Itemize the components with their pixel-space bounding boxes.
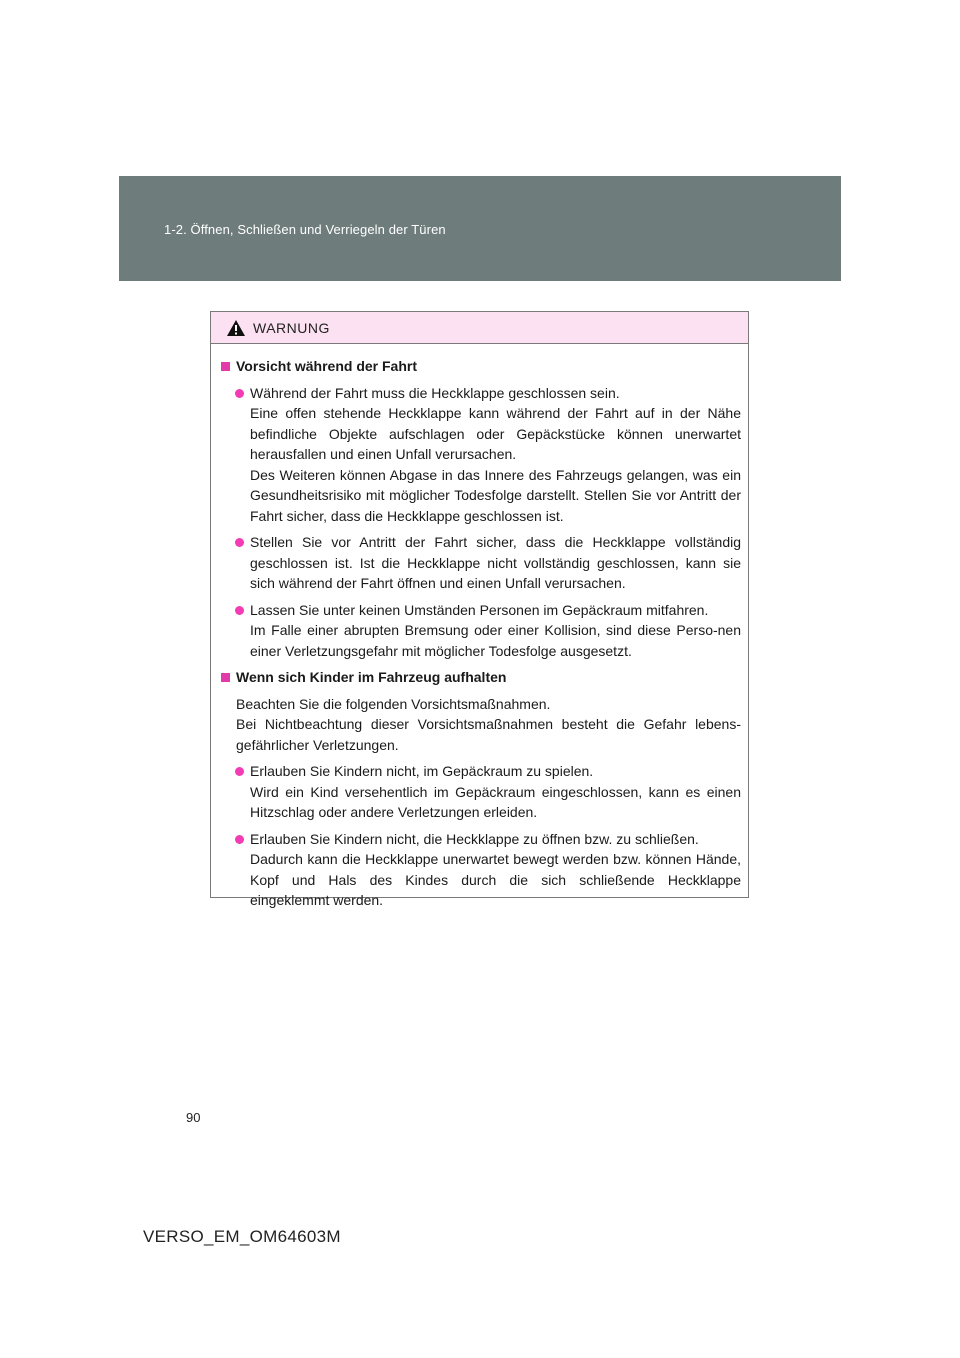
paragraph: Während der Fahrt muss die Heckklappe geschlossen sein. xyxy=(250,384,620,401)
page-number: 90 xyxy=(186,1110,201,1125)
paragraph: Bei Nichtbeachtung dieser Vorsichtsmaßnahmen besteht die Gefahr lebens-gefährlicher Verletzungen. xyxy=(236,716,741,753)
chapter-header xyxy=(119,176,841,281)
paragraph: Des Weiteren können Abgase in das Innere des Fahrzeugs gelangen, was ein Gesundheitsrisiko mit möglicher Todesfolge darstellt. Stellen Sie vor Antritt der Fahrt sicher, dass die Heckklappe geschlossen ist. xyxy=(250,466,741,524)
paragraph: Dadurch kann die Heckklappe unerwartet bewegt werden bzw. können Hände, Kopf und Hals des Kindes durch die sich schließende Heckklappe eingeklemmt werden. xyxy=(250,851,741,908)
list-item xyxy=(235,829,741,911)
square-bullet-icon xyxy=(221,673,230,682)
paragraph: Stellen Sie vor Antritt der Fahrt sicher, dass die Heckklappe vollständig geschlossen ist. Ist die Heckklappe nicht vollständig geschlossen, kann sie sich während der Fahrt öffnen und einen Unfall verursachen. xyxy=(250,534,741,591)
circle-bullet-icon xyxy=(235,538,244,547)
paragraph: Eine offen stehende Heckklappe kann während der Fahrt auf in der Nähe befindliche Objekte aufschlagen oder Gepäckstücke können unerwartet herausfallen und einen Unfall verursachen. xyxy=(250,405,741,462)
warning-header xyxy=(211,312,748,344)
circle-bullet-icon xyxy=(235,835,244,844)
paragraph: Erlauben Sie Kindern nicht, die Heckklappe zu öffnen bzw. zu schließen. xyxy=(250,830,699,847)
paragraph: Erlauben Sie Kindern nicht, im Gepäckraum zu spielen. xyxy=(250,763,594,779)
square-bullet-icon xyxy=(221,362,230,371)
chapter-title: 1-2. Öffnen, Schließen und Verriegeln der Türen xyxy=(164,222,446,237)
section-heading: Vorsicht während der Fahrt xyxy=(221,356,741,377)
paragraph: Lassen Sie unter keinen Umständen Personen im Gepäckraum mitfahren. xyxy=(250,601,709,618)
warning-title: WARNUNG xyxy=(253,320,330,336)
warning-triangle-icon xyxy=(226,319,246,337)
document-code: VERSO_EM_OM64603M xyxy=(143,1227,341,1246)
list-item xyxy=(235,532,741,594)
list-item xyxy=(235,761,741,823)
paragraph: Im Falle einer abrupten Bremsung oder einer Kollision, sind diese Perso-nen einer Verletzungsgefahr mit möglicher Todesfolge ausgesetzt. xyxy=(250,622,741,659)
circle-bullet-icon xyxy=(235,767,244,776)
intro-text xyxy=(236,694,741,756)
list-item xyxy=(235,383,741,527)
warning-box xyxy=(210,311,749,908)
paragraph: Beachten Sie die folgenden Vorsichtsmaßnahmen. xyxy=(236,695,551,712)
circle-bullet-icon xyxy=(235,389,244,398)
paragraph: Wird ein Kind versehentlich im Gepäckraum eingeschlossen, kann es einen Hitzschlag oder andere Verletzungen erleiden. xyxy=(250,783,741,820)
warning-body xyxy=(211,344,748,911)
section-heading: Wenn sich Kinder im Fahrzeug aufhalten xyxy=(221,667,741,688)
circle-bullet-icon xyxy=(235,606,244,615)
list-item xyxy=(235,600,741,662)
